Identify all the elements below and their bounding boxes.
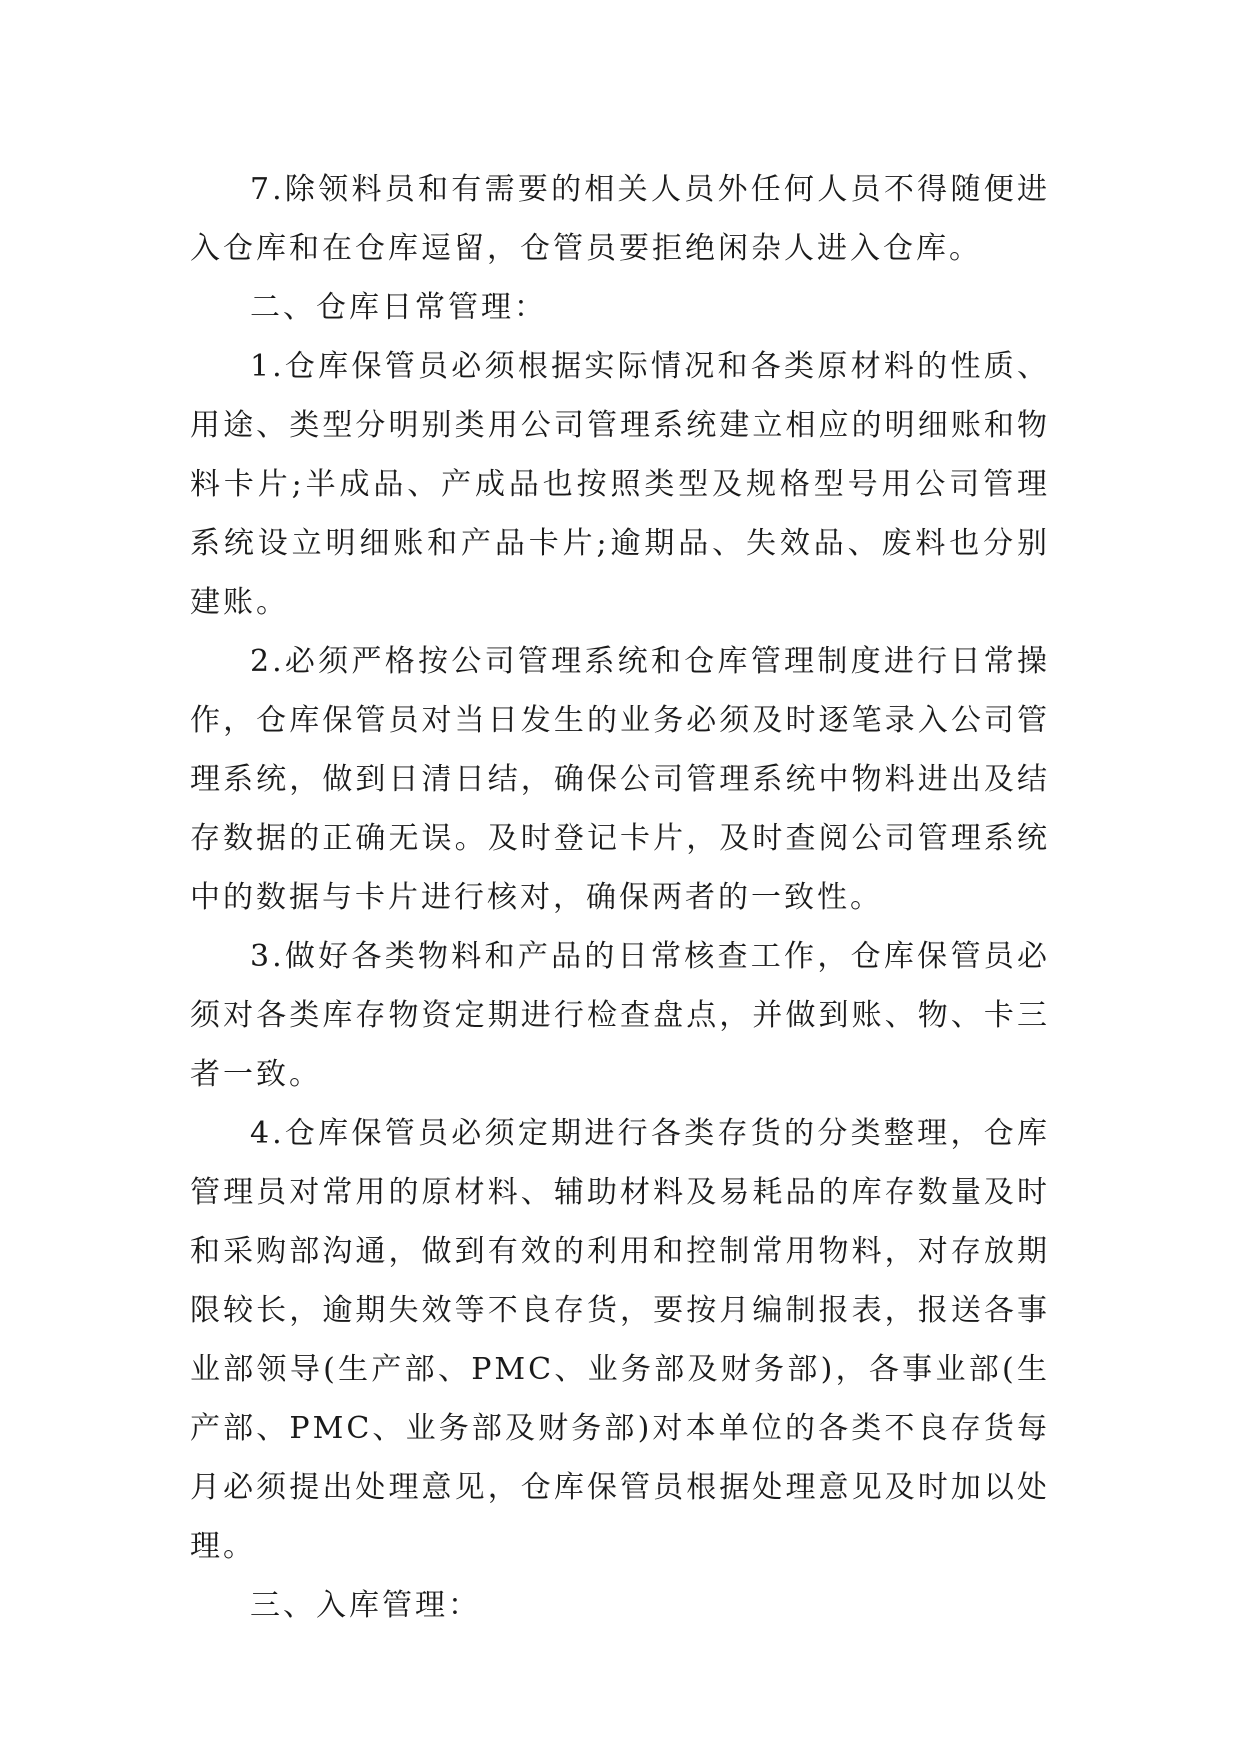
section-heading-2: 二、仓库日常管理： (250, 290, 547, 325)
paragraph-item-2: 2.必须严格按公司管理系统和仓库管理制度进行日常操作，仓库保管员对当日发生的业务必须及时逐笔录入公司管理系统，做到日清日结，确保公司管理系统中物料进出及结存数据的正确无误。及时登记卡片，及时查阅公司管理系统中的数据与卡片进行核对，确保两者的一致性。 (190, 644, 1050, 915)
paragraph-item-1: 1.仓库保管员必须根据实际情况和各类原材料的性质、用途、类型分明别类用公司管理系统建立相应的明细账和物料卡片;半成品、产成品也按照类型及规格型号用公司管理系统设立明细账和产品卡片;逾期品、失效品、废料也分别建账。 (190, 349, 1050, 620)
paragraph-item-4: 4.仓库保管员必须定期进行各类存货的分类整理，仓库管理员对常用的原材料、辅助材料及易耗品的库存数量及时和采购部沟通，做到有效的利用和控制常用物料，对存放期限较长，逾期失效等不良存货，要按月编制报表，报送各事业部领导(生产部、PMC、业务部及财务部)，各事业部(生产部、PMC、业务部及财务部)对本单位的各类不良存货每月必须提出处理意见，仓库保管员根据处理意见及时加以处理。 (190, 1116, 1050, 1564)
document-body (190, 160, 1050, 1635)
paragraph-item-3: 3.做好各类物料和产品的日常核查工作，仓库保管员必须对各类库存物资定期进行检查盘点，并做到账、物、卡三者一致。 (190, 939, 1050, 1092)
paragraph-item-7: 7.除领料员和有需要的相关人员外任何人员不得随便进入仓库和在仓库逗留，仓管员要拒绝闲杂人进入仓库。 (190, 172, 1050, 266)
section-heading-3: 三、入库管理： (250, 1588, 481, 1623)
